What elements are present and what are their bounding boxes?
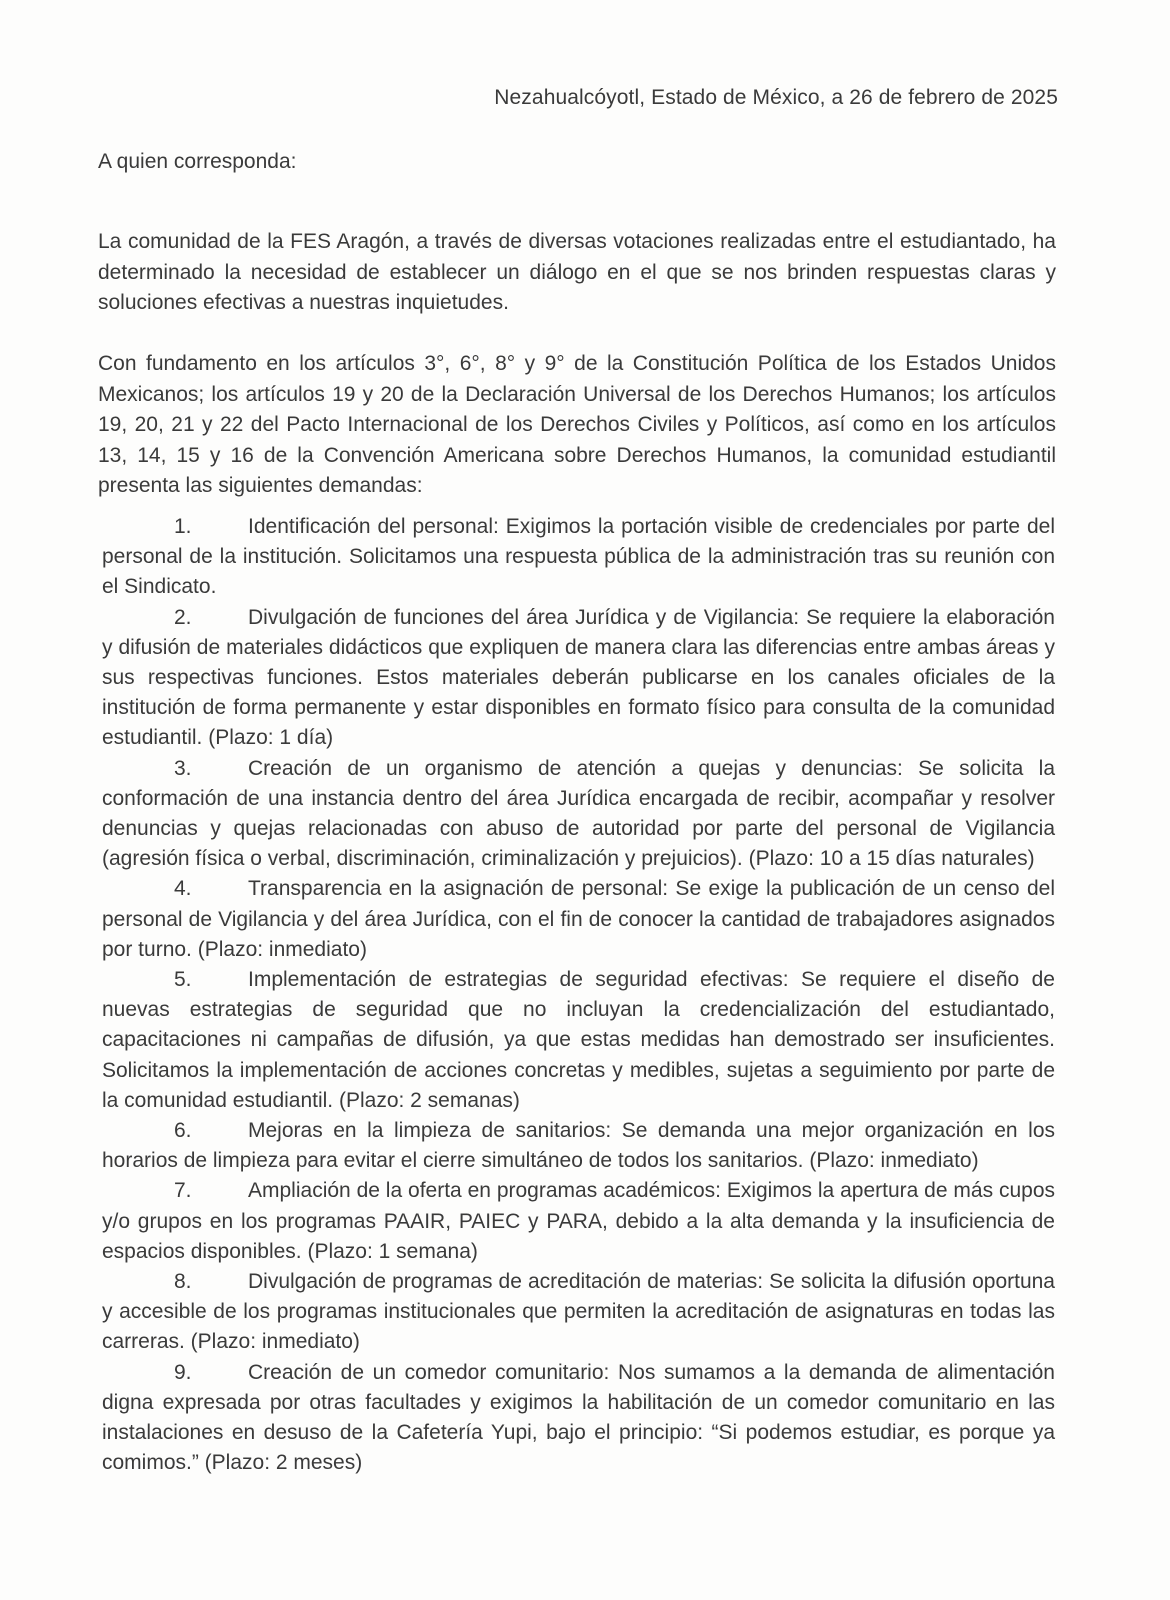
demand-number: 8. bbox=[174, 1270, 192, 1294]
demand-number: 6. bbox=[174, 1119, 192, 1143]
demand-text: Divulgación de programas de acreditación de materias: Se solicita la difusión oportuna y accesible de los programas institucionales que permiten la acreditación de asignaturas en todas las carreras. (Plazo: inmediato) bbox=[102, 1270, 1055, 1354]
demand-text: Transparencia en la asignación de personal: Se exige la publicación de un censo del personal de Vigilancia y del área Jurídica, con el fin de conocer la cantidad de trabajadores asignados por turno. (Plazo: inmediato) bbox=[102, 877, 1055, 961]
demand-text: Creación de un comedor comunitario: Nos sumamos a la demanda de alimentación digna expresada por otras facultades y exigimos la habilitación de un comedor comunitario en las instalaciones en desuso de la Cafetería Yupi, bajo el principio: “Si podemos estudiar, es porque ya comimos.” (Plazo: 2 meses) bbox=[102, 1360, 1055, 1475]
intro-paragraph: La comunidad de la FES Aragón, a través de diversas votaciones realizadas entre el estudiantado, ha determinado la necesidad de establecer un diálogo en el que se nos brinden respuestas claras y soluciones efectivas a nuestras inquietudes. bbox=[98, 230, 1056, 314]
demand-number: 7. bbox=[174, 1179, 192, 1203]
demand-text: Mejoras en la limpieza de sanitarios: Se demanda una mejor organización en los horarios de limpieza para evitar el cierre simultáneo de todos los sanitarios. (Plazo: inmediato) bbox=[102, 1119, 1055, 1173]
demand-text: Identificación del personal: Exigimos la portación visible de credenciales por parte del personal de la institución. Solicitamos una respuesta pública de la administración tras su reunión con el Sindicato. bbox=[102, 515, 1055, 599]
demand-item bbox=[102, 965, 1055, 1116]
demand-item bbox=[102, 754, 1055, 875]
legal-basis-paragraph: Con fundamento en los artículos 3°, 6°, 8° y 9° de la Constitución Política de los Estados Unidos Mexicanos; los artículos 19 y 20 de la Declaración Universal de los Derechos Humanos; los artículos 19, 20, 21 y 22 del Pacto Internacional de los Derechos Civiles y Políticos, así como en los artículos 13, 14, 15 y 16 de la Convención Americana sobre Derechos Humanos, la comunidad estudiantil presenta las siguientes demandas: bbox=[98, 352, 1056, 497]
demand-number: 1. bbox=[174, 515, 192, 538]
demand-text: Ampliación de la oferta en programas académicos: Exigimos la apertura de más cupos y/o grupos en los programas PAAIR, PAIEC y PARA, debido a la alta demanda y la insuficiencia de espacios disponibles. (Plazo: 1 semana) bbox=[102, 1179, 1055, 1263]
demand-item bbox=[102, 1116, 1055, 1176]
demand-item bbox=[102, 512, 1055, 603]
letter-dateline: Nezahualcóyotl, Estado de México, a 26 de febrero de 2025 bbox=[494, 86, 1058, 109]
letter-salutation: A quien corresponda: bbox=[98, 150, 297, 173]
demand-number: 9. bbox=[174, 1360, 192, 1384]
demand-number: 3. bbox=[174, 756, 192, 780]
demand-text: Divulgación de funciones del área Jurídica y de Vigilancia: Se requiere la elaboración y difusión de materiales didácticos que expliquen de manera clara las diferencias entre ambas áreas y sus respectivas funciones. Estos materiales deberán publicarse en los canales oficiales de la institución de forma permanente y estar disponibles en formato físico para consulta de la comunidad estudiantil. (Plazo: 1 día) bbox=[102, 605, 1055, 750]
demand-item bbox=[102, 1176, 1055, 1267]
demand-item bbox=[102, 874, 1055, 965]
demand-text: Creación de un organismo de atención a quejas y denuncias: Se solicita la conformación de una instancia dentro del área Jurídica encargada de recibir, acompañar y resolver denuncias y quejas relacionadas con abuso de autoridad por parte del personal de Vigilancia (agresión física o verbal, discriminación, criminalización y prejuicios). (Plazo: 10 a 15 días naturales) bbox=[102, 756, 1055, 871]
demand-number: 2. bbox=[174, 605, 192, 629]
demand-number: 5. bbox=[174, 968, 192, 992]
demand-item bbox=[102, 603, 1055, 754]
demand-item bbox=[102, 1358, 1055, 1479]
demand-text: Implementación de estrategias de seguridad efectivas: Se requiere el diseño de nuevas estrategias de seguridad que no incluyan la credencialización del estudiantado, capacitaciones ni campañas de difusión, ya que estas medidas han demostrado ser insuficientes. Solicitamos la implementación de acciones concretas y medibles, sujetas a seguimiento por parte de la comunidad estudiantil. (Plazo: 2 semanas) bbox=[102, 968, 1055, 1112]
demands-list bbox=[102, 512, 1055, 1479]
demand-number: 4. bbox=[174, 877, 192, 901]
demand-item bbox=[102, 1267, 1055, 1358]
